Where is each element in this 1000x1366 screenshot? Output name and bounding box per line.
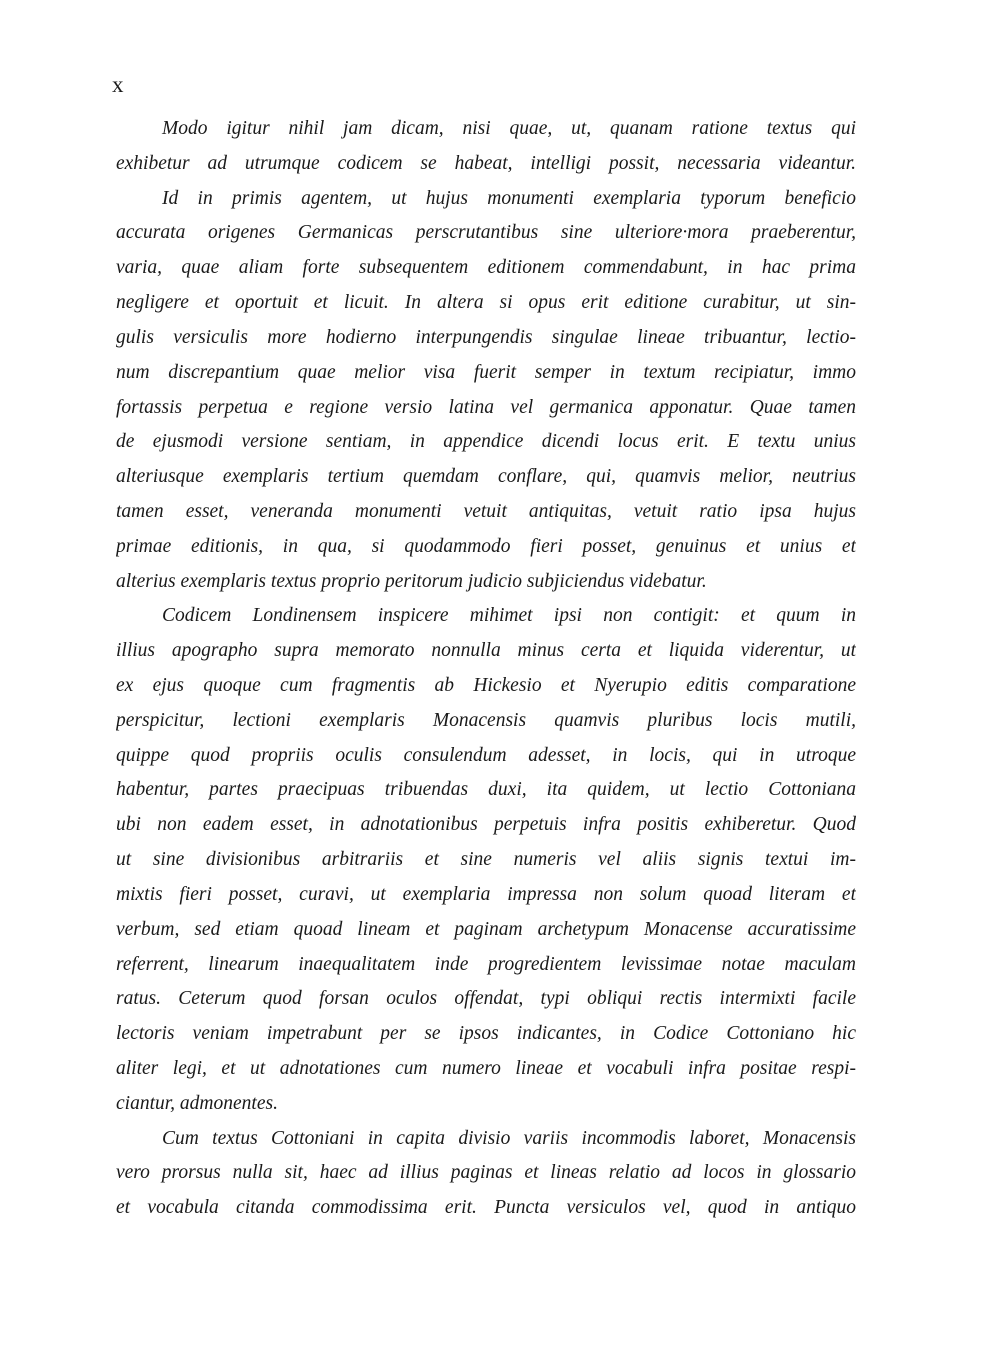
text-line: ciantur, admonentes. (116, 1092, 278, 1114)
text-line: accurata origenes Germanicas perscrutantibus sine ulteriore·mora praeberentur, (116, 222, 856, 244)
text-line: Modo igitur nihil jam dicam, nisi quae, ut, quanam ratione textus qui (162, 118, 856, 139)
text-line: negligere et oportuit et licuit. In altera si opus erit editione curabitur, ut sin- (116, 292, 856, 314)
text-line: quippe quod propriis oculis consulendum adesset, in locis, qui in utroque (116, 744, 856, 766)
text-line: varia, quae aliam forte subsequentem editionem commendabunt, in hac prima (116, 257, 856, 279)
text-line: de ejusmodi versione sentiam, in appendice dicendi locus erit. E textu unius (116, 431, 856, 453)
text-line: Codicem Londinensem inspicere mihimet ipsi non contigit: et quum in (162, 605, 856, 627)
text-line: habentur, partes praecipuas tribuendas duxi, ita quidem, ut lectio Cottoniana (116, 779, 856, 801)
text-line: tamen esset, veneranda monumenti vetuit antiquitas, vetuit ratio ipsa hujus (116, 500, 856, 522)
text-line: ut sine divisionibus arbitrariis et sine numeris vel aliis signis textui im- (116, 849, 856, 871)
text-line: fortassis perpetua e regione versio latina vel germanica apponatur. Quae tamen (116, 396, 856, 418)
text-line: mixtis fieri posset, curavi, ut exemplaria impressa non solum quoad literam et (116, 883, 856, 905)
text-line: referrent, linearum inaequalitatem inde progredientem levissimae notae maculam (116, 953, 856, 975)
text-line: Cum textus Cottoniani in capita divisio variis incommodis laboret, Monacensis (162, 1127, 856, 1149)
text-line: ubi non eadem esset, in adnotationibus perpetuis infra positis exhiberetur. Quod (116, 814, 856, 836)
text-line: aliter legi, et ut adnotationes cum numero lineae et vocabuli infra positae respi- (116, 1057, 856, 1079)
text-line: gulis versiculis more hodierno interpungendis singulae lineae tribuantur, lectio- (116, 326, 856, 348)
text-line: vero prorsus nulla sit, haec ad illius paginas et lineas relatio ad locos in glossario (116, 1162, 856, 1184)
text-line: primae editionis, in qua, si quodammodo fieri posset, genuinus et unius et (116, 535, 856, 557)
text-line: ex ejus quoque cum fragmentis ab Hickesio et Nyerupio editis comparatione (116, 675, 856, 696)
text-line: lectoris veniam impetrabunt per se ipsos indicantes, in Codice Cottoniano hic (116, 1023, 856, 1045)
text-line: verbum, sed etiam quoad lineam et paginam archetypum Monacense accuratissime (116, 918, 856, 940)
text-line: num discrepantium quae melior visa fuerit semper in textum recipiatur, immo (116, 361, 856, 383)
text-line: perspicitur, lectioni exemplaris Monacensis quamvis pluribus locis mutili, (116, 709, 856, 731)
body-text (116, 112, 856, 1226)
text-line: et vocabula citanda commodissima erit. Puncta versiculos vel, quod in antiquo (116, 1197, 856, 1219)
text-line: ratus. Ceterum quod forsan oculos offendat, typi obliqui rectis intermixti facile (116, 988, 856, 1010)
text-line: alteriusque exemplaris tertium quemdam conflare, qui, quamvis melior, neutrius (116, 466, 856, 488)
text-line: exhibetur ad utrumque codicem se habeat, intelligi possit, necessaria videantur. (116, 152, 856, 174)
text-line: Id in primis agentem, ut hujus monumenti exemplaria typorum beneficio (162, 187, 856, 209)
page-number: x (112, 72, 125, 97)
text-line: illius apographo supra memorato nonnulla minus certa et liquida viderentur, ut (116, 640, 856, 662)
text-line: alterius exemplaris textus proprio peritorum judicio subjiciendus videbatur. (116, 570, 707, 592)
